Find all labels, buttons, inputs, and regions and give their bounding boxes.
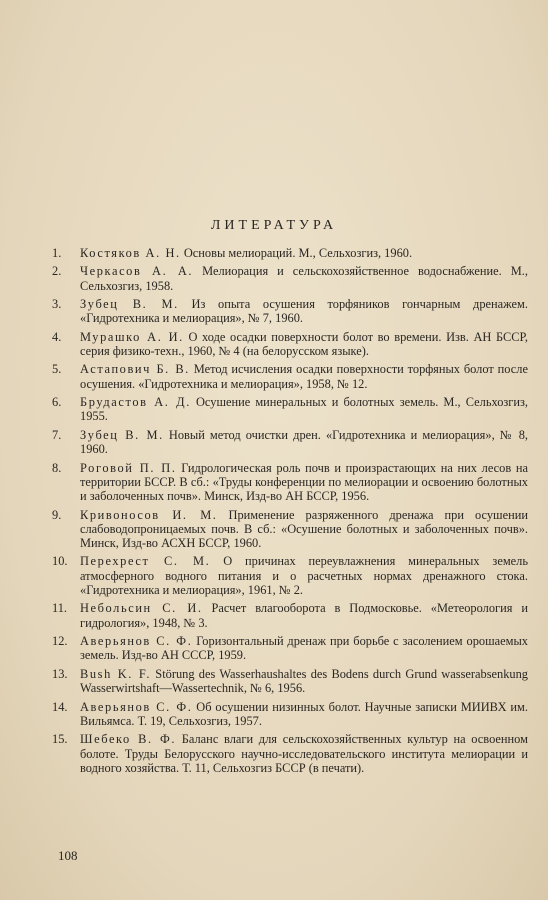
reference-item [52,297,528,326]
reference-author: Зубец В. М. [80,297,179,312]
reference-author: Черкасов А. А. [80,264,194,279]
reference-author: Шебеко В. Ф. [80,732,177,747]
reference-item [52,601,528,630]
reference-body: Из опыта осушения торфяников гончарным дренажем. «Гидротехника и мелиорация», № 7, 1960. [80,297,528,326]
reference-number: 6. [52,395,62,410]
reference-item [52,667,528,696]
reference-text [80,246,528,260]
reference-author: Перехрест С. М. [80,554,211,569]
reference-body: О ходе осадки поверхности болот во времени. Изв. АН БССР, серия физико-техн., 1960, № 4 (на белорусском языке). [80,329,528,359]
reference-number: 10. [52,554,68,569]
reference-text [80,667,528,696]
reference-body: Метод исчисления осадки поверхности торфяных болот после осушения. «Гидротехника и мелиорация», 1958, № 12. [80,362,528,391]
reference-number: 9. [52,507,62,522]
reference-item [52,508,528,551]
reference-body: Баланс влаги для сельскохозяйственных культур на освоенном болоте. Труды Белорусского научно-исследовательского института мелиорации и водного хозяйства. Т. 11, Сельхозгиз БССР (в печати). [80,732,528,775]
reference-text [80,634,528,663]
reference-author: Мурашко А. И. [80,329,184,344]
reference-text [80,700,528,729]
reference-number: 12. [52,634,68,649]
reference-item [52,246,528,260]
reference-author: Астапович Б. В. [80,362,190,377]
section-heading: ЛИТЕРАТУРА [210,218,338,233]
reference-text [80,732,528,775]
reference-author: Костяков А. Н. [80,246,181,260]
reference-number: 14. [52,699,68,714]
reference-item [52,732,528,775]
reference-author: Зубец В. М. [80,427,164,442]
reference-body: Расчет влагооборота в Подмосковье. «Метеорология и гидрология», 1948, № 3. [80,601,529,630]
reference-number: 7. [52,427,62,442]
page-number: 108 [58,848,78,863]
reference-text [80,330,528,359]
reference-author: Роговой П. П. [80,460,177,475]
reference-body: Основы мелиораций. М., Сельхозгиз, 1960. [180,246,413,260]
reference-list [52,246,528,779]
reference-text [80,395,528,424]
reference-body: Об осушении низинных болот. Научные записки МИИВХ им. Вильямса. Т. 19, Сельхозгиз, 1957. [80,699,528,728]
reference-item [52,634,528,663]
reference-body: Мелиорация и сельскохозяйственное водоснабжение. М., Сельхозгиз, 1958. [80,264,528,293]
reference-text [80,508,528,551]
reference-body: Осушение минеральных и болотных земель. М., Сельхозгиз, 1955. [80,395,528,424]
reference-text [80,554,528,597]
reference-item [52,554,528,597]
reference-body: Störung des Wasserhaushaltes des Bodens durch Grund wasserabsenkung Wasserwirtshaft—Wassertechnik, № 6, 1956. [80,666,529,696]
reference-number: 11. [52,601,68,616]
reference-item [52,700,528,729]
reference-number: 4. [52,329,62,344]
reference-number: 1. [52,246,62,260]
reference-number: 5. [52,362,62,377]
reference-number: 2. [52,264,62,279]
reference-author: Брудастов А. Д. [80,395,191,410]
reference-author: Кривоносов И. М. [80,507,218,522]
reference-author: Небольсин С. И. [80,601,203,616]
reference-text [80,461,528,504]
reference-text [80,601,528,630]
reference-body: Применение разряженного дренажа при осушении слабоводопроницаемых почв. В сб.: «Осушение болотных и заболоченных почв». Минск, Изд-во АСХН БССР, 1960. [80,507,528,551]
reference-item [52,428,528,457]
reference-number: 15. [52,732,68,747]
reference-number: 13. [52,666,68,681]
reference-item [52,330,528,359]
reference-author: Аверьянов С. Ф. [80,634,193,649]
reference-body: Горизонтальный дренаж при борьбе с засолением орошаемых земель. Изд-во АН СССР, 1959. [80,634,528,663]
reference-text [80,362,528,391]
reference-number: 3. [52,297,62,312]
reference-item [52,264,528,293]
reference-number: 8. [52,460,62,475]
reference-author: Аверьянов С. Ф. [80,699,193,714]
reference-item [52,362,528,391]
reference-item [52,461,528,504]
reference-body: Гидрологическая роль почв и произрастающих на них лесов на территории БССР. В сб.: «Труды конференции по мелиорации и освоению болотных и заболоченных почв». Минск, Изд-во АН БССР, 1956. [80,460,528,504]
reference-text [80,264,528,293]
reference-text [80,428,528,457]
reference-text [80,297,528,326]
reference-body: О причинах переувлажнения минеральных земель атмосферного водного питания и о расчетных нормах дренажного стока. «Гидротехника и мелиорация», 1961, № 2. [80,554,528,598]
reference-body: Новый метод очистки дрен. «Гидротехника и мелиорация», № 8, 1960. [80,427,528,457]
reference-author: Bush K. F. [80,666,152,681]
reference-item [52,395,528,424]
